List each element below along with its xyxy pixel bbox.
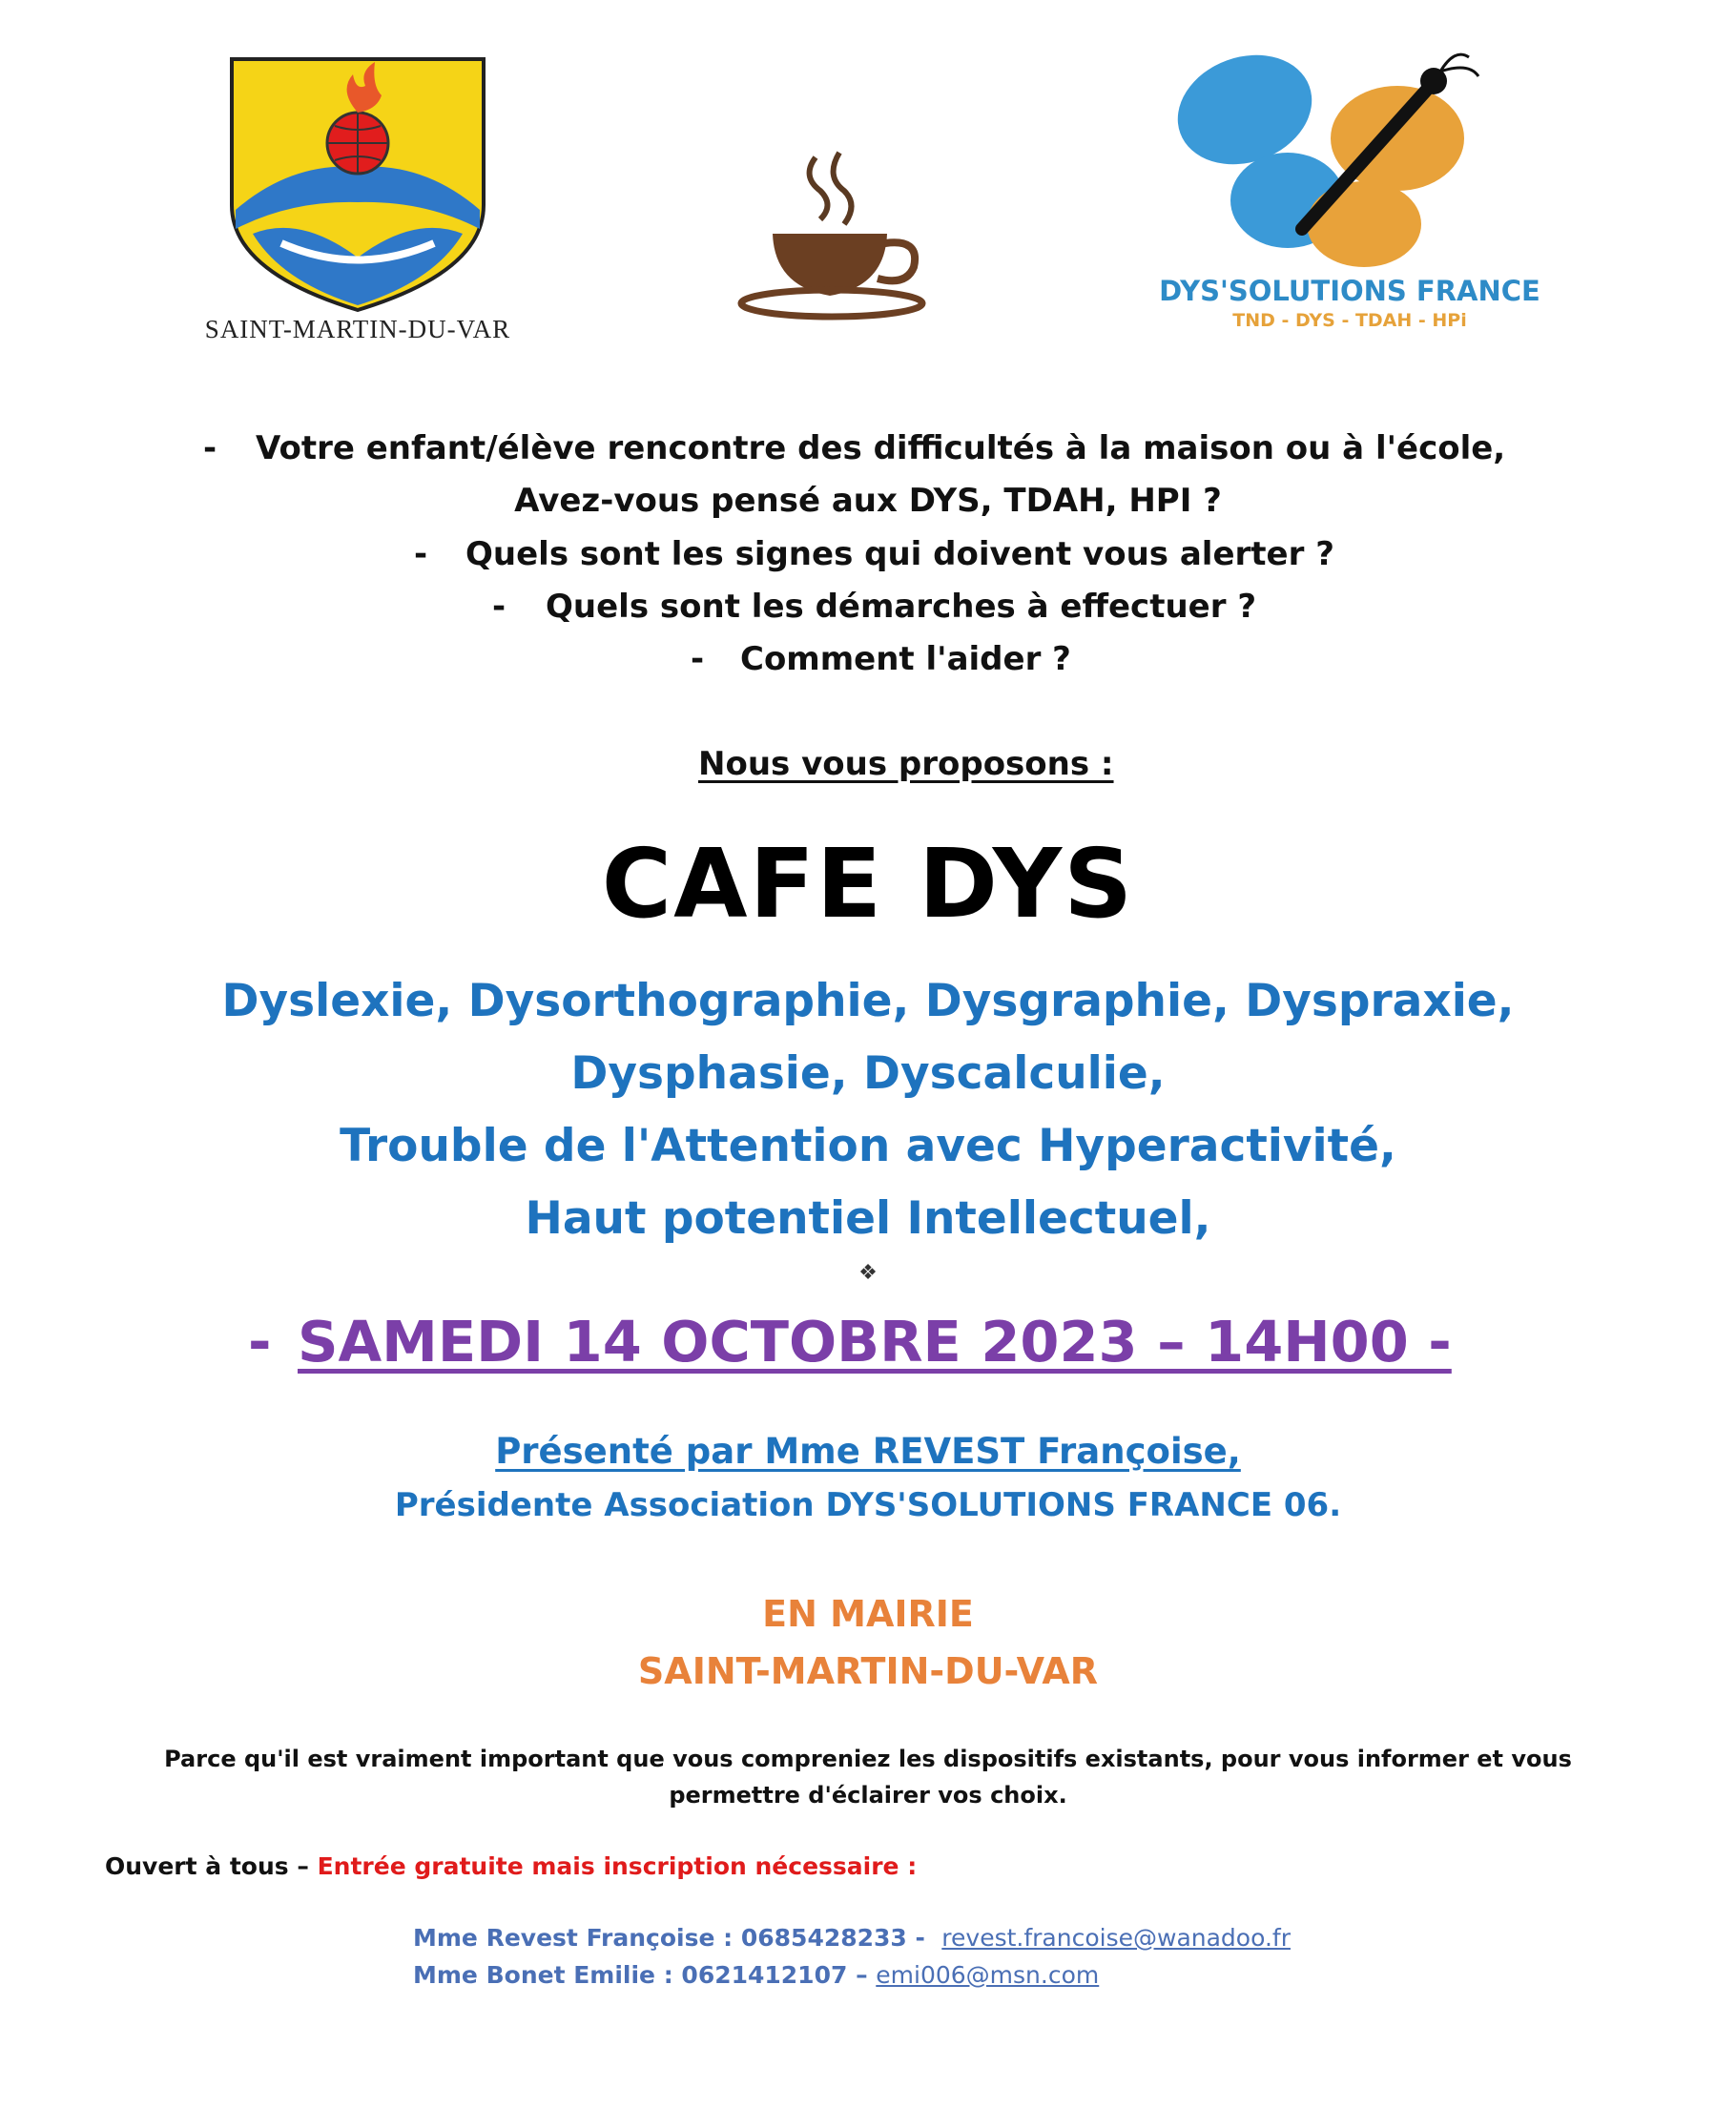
org-tagline: TND - DYS - TDAH - HPi [1232, 310, 1467, 331]
question-5-dash: - [691, 640, 705, 678]
presenter-role: Présidente Association DYS'SOLUTIONS FRANCE 06. [394, 1486, 1342, 1524]
note-line-1: Parce qu'il est vraiment important que vous compreniez les dispositifs existants, pour vous informer et vous [164, 1746, 1572, 1772]
question-1: Votre enfant/élève rencontre des difficultés à la maison ou à l'école, [256, 429, 1506, 467]
town-crest-icon [148, 38, 568, 324]
contact-2-email-link[interactable]: emi006@msn.com [876, 1961, 1100, 1989]
event-title: CAFE DYS [601, 828, 1135, 940]
question-3-dash: - [414, 535, 428, 573]
contact-1 [413, 1924, 1291, 1952]
coffee-logo [725, 143, 954, 324]
date-dash: - [248, 1309, 272, 1375]
topic-line-1: Dyslexie, Dysorthographie, Dysgraphie, Dyspraxie, [221, 975, 1515, 1027]
question-3: Quels sont les signes qui doivent vous alerter ? [465, 535, 1334, 573]
note-line-2: permettre d'éclairer vos choix. [669, 1782, 1067, 1809]
event-date: SAMEDI 14 OCTOBRE 2023 – 14H00 - [298, 1309, 1452, 1375]
org-name: DYS'SOLUTIONS FRANCE [1159, 275, 1540, 307]
separator-icon: ❖ [858, 1261, 878, 1285]
venue-line-1: EN MAIRIE [762, 1593, 974, 1635]
venue-line-2: SAINT-MARTIN-DU-VAR [637, 1650, 1099, 1692]
coffee-cup-icon [725, 143, 954, 324]
question-4: Quels sont les démarches à effectuer ? [546, 588, 1257, 626]
question-4-dash: - [492, 588, 506, 626]
dys-solutions-logo [1111, 38, 1588, 343]
propose-heading: Nous vous proposons : [698, 745, 1114, 783]
question-2: Avez-vous pensé aux DYS, TDAH, HPI ? [514, 482, 1222, 520]
contact-2 [413, 1961, 1099, 1989]
contact-1-email-link[interactable]: revest.francoise@wanadoo.fr [941, 1924, 1291, 1952]
registration-line [105, 1852, 917, 1880]
topic-line-3: Trouble de l'Attention avec Hyperactivité, [340, 1120, 1396, 1172]
topic-line-2: Dysphasie, Dyscalculie, [570, 1047, 1166, 1100]
presenter: Présenté par Mme REVEST Françoise, [495, 1431, 1241, 1472]
question-5: Comment l'aider ? [740, 640, 1071, 678]
butterfly-logo-icon [1111, 38, 1588, 272]
contact-2-label: Mme Bonet Emilie : 0621412107 – [413, 1961, 877, 1989]
town-crest-logo [148, 38, 568, 362]
topic-line-4: Haut potentiel Intellectuel, [525, 1192, 1211, 1245]
town-name: SAINT-MARTIN-DU-VAR [204, 315, 511, 343]
question-1-dash: - [203, 429, 217, 467]
entry-info: Entrée gratuite mais inscription nécessaire : [317, 1852, 918, 1880]
contact-1-label: Mme Revest Françoise : 0685428233 - [413, 1924, 942, 1952]
open-to-all: Ouvert à tous – [105, 1852, 318, 1880]
